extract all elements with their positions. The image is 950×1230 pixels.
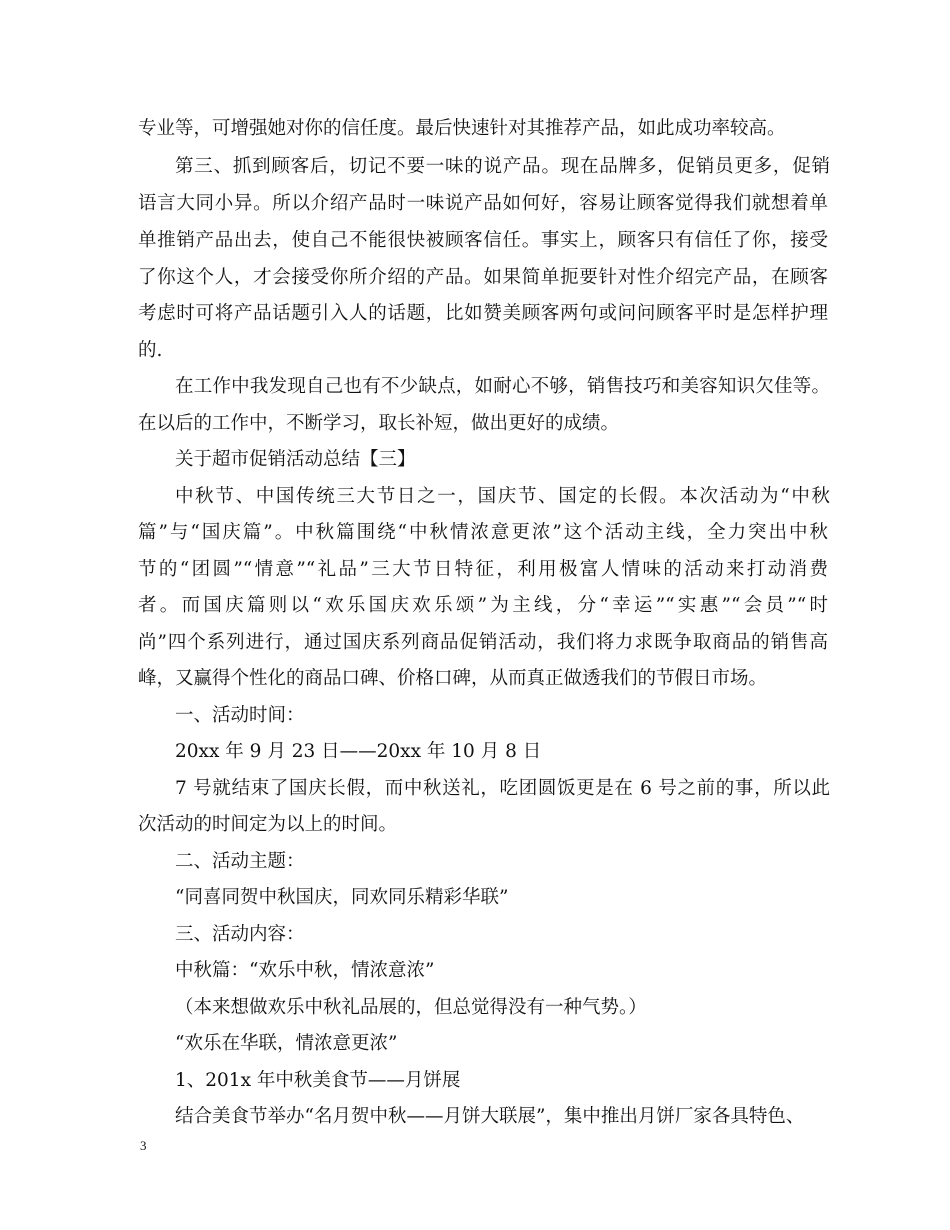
body-line: （本来想做欢乐中秋礼品展的，但总觉得没有一种气势。） (175, 997, 647, 1018)
page-number: 3 (140, 1138, 147, 1153)
body-line: 者。而国庆篇则以“欢乐国庆欢乐颂”为主线，分“幸运”“实惠”“会员”“时 (138, 595, 828, 616)
body-line: 中秋节、中国传统三大节日之一，国庆节、国定的长假。本次活动为“中秋 (175, 486, 830, 507)
body-line: 考虑时可将产品话题引入人的话题，比如赞美顾客两句或问问顾客平时是怎样护理 (138, 303, 828, 324)
body-line: 次活动的时间定为以上的时间。 (138, 814, 398, 835)
body-line: 第三、抓到顾客后，切记不要一味的说产品。现在品牌多，促销员更多，促销 (175, 156, 830, 177)
body-line: 结合美食节举办“名月贺中秋——月饼大联展”，集中推出月饼厂家各具特色、 (175, 1106, 805, 1127)
body-line: 的. (138, 340, 163, 361)
section-heading: 关于超市促销活动总结【三】 (175, 449, 416, 470)
body-line: 尚”四个系列进行，通过国庆系列商品促销活动，我们将力求既争取商品的销售高 (138, 632, 828, 653)
body-line: 7 号就结束了国庆长假，而中秋送礼，吃团圆饭更是在 6 号之前的事，所以此 (175, 778, 830, 799)
body-line: 语言大同小异。所以介绍产品时一味说产品如何好，容易让顾客觉得我们就想着单 (138, 193, 828, 214)
subheading: 二、活动主题： (175, 851, 305, 872)
body-line: 单推销产品出去，使自己不能很快被顾客信任。事实上，顾客只有信任了你，接受 (138, 230, 828, 251)
body-line: 篇”与“国庆篇”。中秋篇围绕“中秋情浓意更浓”这个活动主线，全力突出中秋 (138, 522, 828, 543)
body-line: 专业等，可增强她对你的信任度。最后快速针对其推荐产品，如此成功率较高。 (138, 118, 786, 139)
body-line: 节的“团圆”“情意”“礼品”三大节日特征，利用极富人情味的活动来打动消费 (138, 559, 828, 580)
body-line: “同喜同贺中秋国庆，同欢同乐精彩华联” (175, 887, 509, 908)
body-line: “欢乐在华联，情浓意更浓” (175, 1033, 398, 1054)
body-line: 了你这个人，才会接受你所介绍的产品。如果简单扼要针对性介绍完产品，在顾客 (138, 267, 828, 288)
body-line: 20xx 年 9 月 23 日——20xx 年 10 月 8 日 (175, 741, 542, 762)
subheading: 三、活动内容： (175, 924, 305, 945)
body-line: 在以后的工作中，不断学习，取长补短，做出更好的成绩。 (138, 413, 620, 434)
body-line: 中秋篇：“欢乐中秋，情浓意浓” (175, 960, 435, 981)
body-line: 在工作中我发现自己也有不少缺点，如耐心不够，销售技巧和美容知识欠佳等。 (175, 376, 830, 397)
body-line: 1、201x 年中秋美食节——月饼展 (175, 1070, 461, 1091)
body-line: 峰，又赢得个性化的商品口碑、价格口碑，从而真正做透我们的节假日市场。 (138, 668, 768, 689)
subheading: 一、活动时间： (175, 705, 305, 726)
